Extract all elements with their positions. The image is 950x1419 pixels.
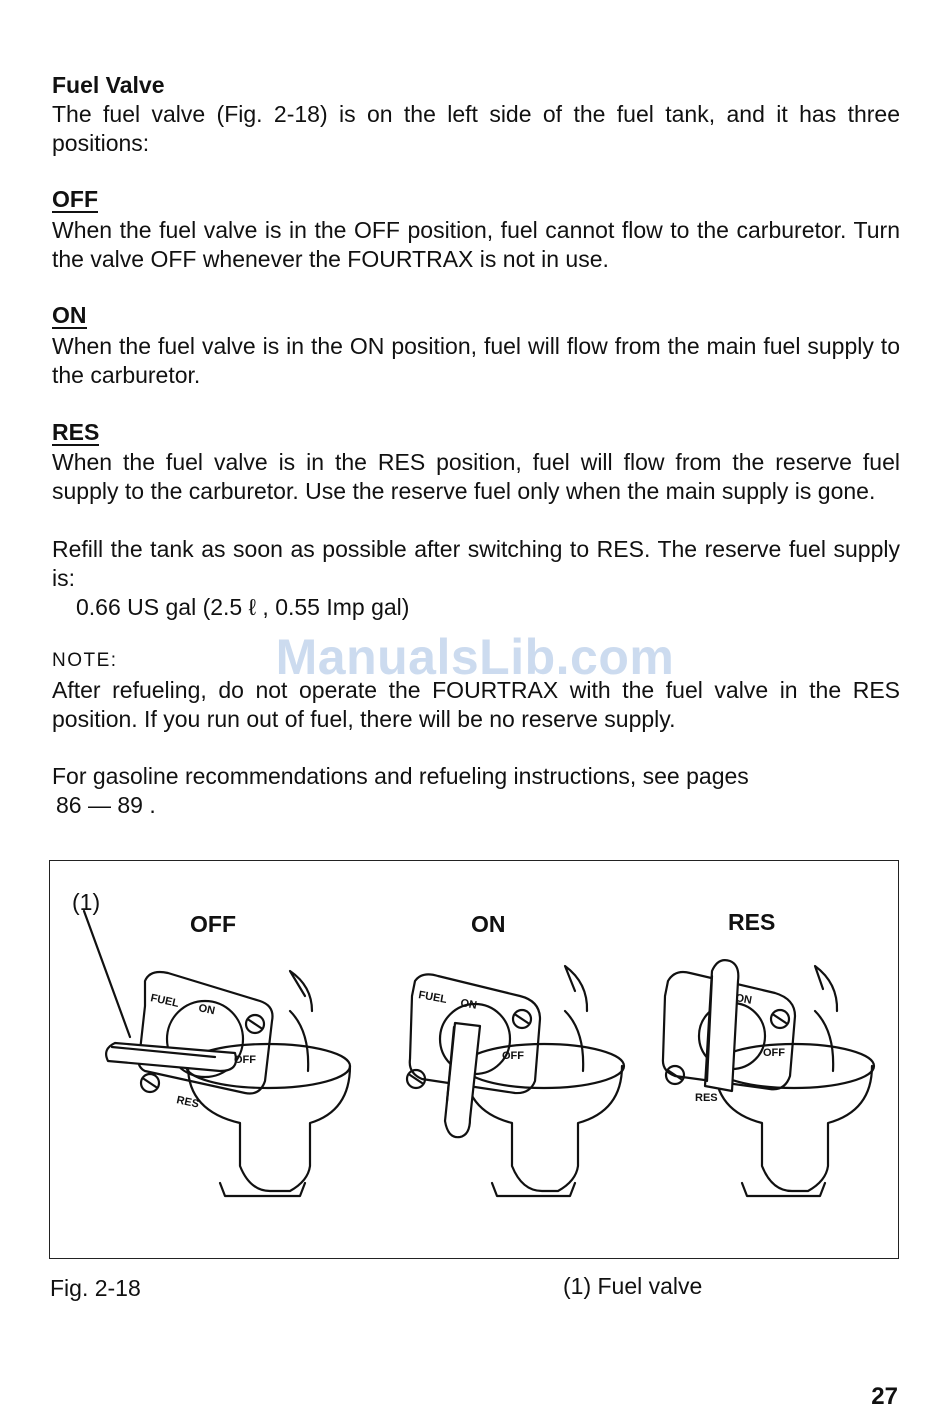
page-number: 27 <box>871 1383 898 1410</box>
reserve-capacity: 0.66 US gal (2.5 ℓ , 0.55 Imp gal) <box>76 594 410 620</box>
valve-res <box>663 960 874 1196</box>
callout-line <box>84 911 130 1037</box>
off-heading: OFF <box>52 186 98 212</box>
res-valve-res-mark: RES <box>695 1092 718 1104</box>
note-label: NOTE: <box>52 650 118 671</box>
fuel-valve-heading: Fuel Valve <box>52 72 165 98</box>
pages-reference: 86 — 89 . <box>56 792 156 818</box>
off-valve-fuel-mark: FUEL <box>149 992 180 1010</box>
res-heading: RES <box>52 419 100 445</box>
off-valve-off-mark: OFF <box>234 1054 256 1066</box>
off-valve-on-mark: ON <box>197 1002 217 1018</box>
intro-paragraph: The fuel valve (Fig. 2-18) is on the left side of the fuel tank, and it has three positions: <box>52 101 900 156</box>
res-valve-off-mark: OFF <box>763 1047 785 1059</box>
on-valve-fuel-mark: FUEL <box>417 989 448 1006</box>
res-paragraph: When the fuel valve is in the RES position, fuel will flow from the reserve fuel supply to the carburetor. Use the reserve fuel only when the main supply is gone. <box>52 449 900 504</box>
res-valve-on-mark: ON <box>734 992 753 1007</box>
figure-label-off: OFF <box>190 911 236 937</box>
gasoline-paragraph: For gasoline recommendations and refueling instructions, see pages <box>52 763 749 789</box>
on-paragraph: When the fuel valve is in the ON position, fuel will flow from the main fuel supply to the carburetor. <box>52 333 900 388</box>
on-valve-on-mark: ON <box>459 997 478 1012</box>
watermark: ManualsLib.com <box>275 629 675 685</box>
figure-box <box>49 860 899 1259</box>
off-paragraph: When the fuel valve is in the OFF position, fuel cannot flow to the carburetor. Turn the valve OFF whenever the FOURTRAX is not in use. <box>52 217 900 272</box>
note-paragraph: After refueling, do not operate the FOURTRAX with the fuel valve in the RES position. If you run out of fuel, there will be no reserve supply. <box>52 677 900 732</box>
on-heading: ON <box>52 302 87 328</box>
figure-label-on: ON <box>471 911 506 937</box>
refill-paragraph: Refill the tank as soon as possible after switching to RES. The reserve fuel supply is: <box>52 536 900 591</box>
figure-legend: (1) Fuel valve <box>563 1273 703 1299</box>
figure-label-res: RES <box>728 909 776 935</box>
figure-caption: Fig. 2-18 <box>50 1275 141 1301</box>
valve-off <box>106 971 350 1196</box>
off-valve-res-mark: RES <box>175 1094 201 1111</box>
on-valve-off-mark: OFF <box>502 1050 524 1062</box>
callout-number: (1) <box>72 889 101 915</box>
